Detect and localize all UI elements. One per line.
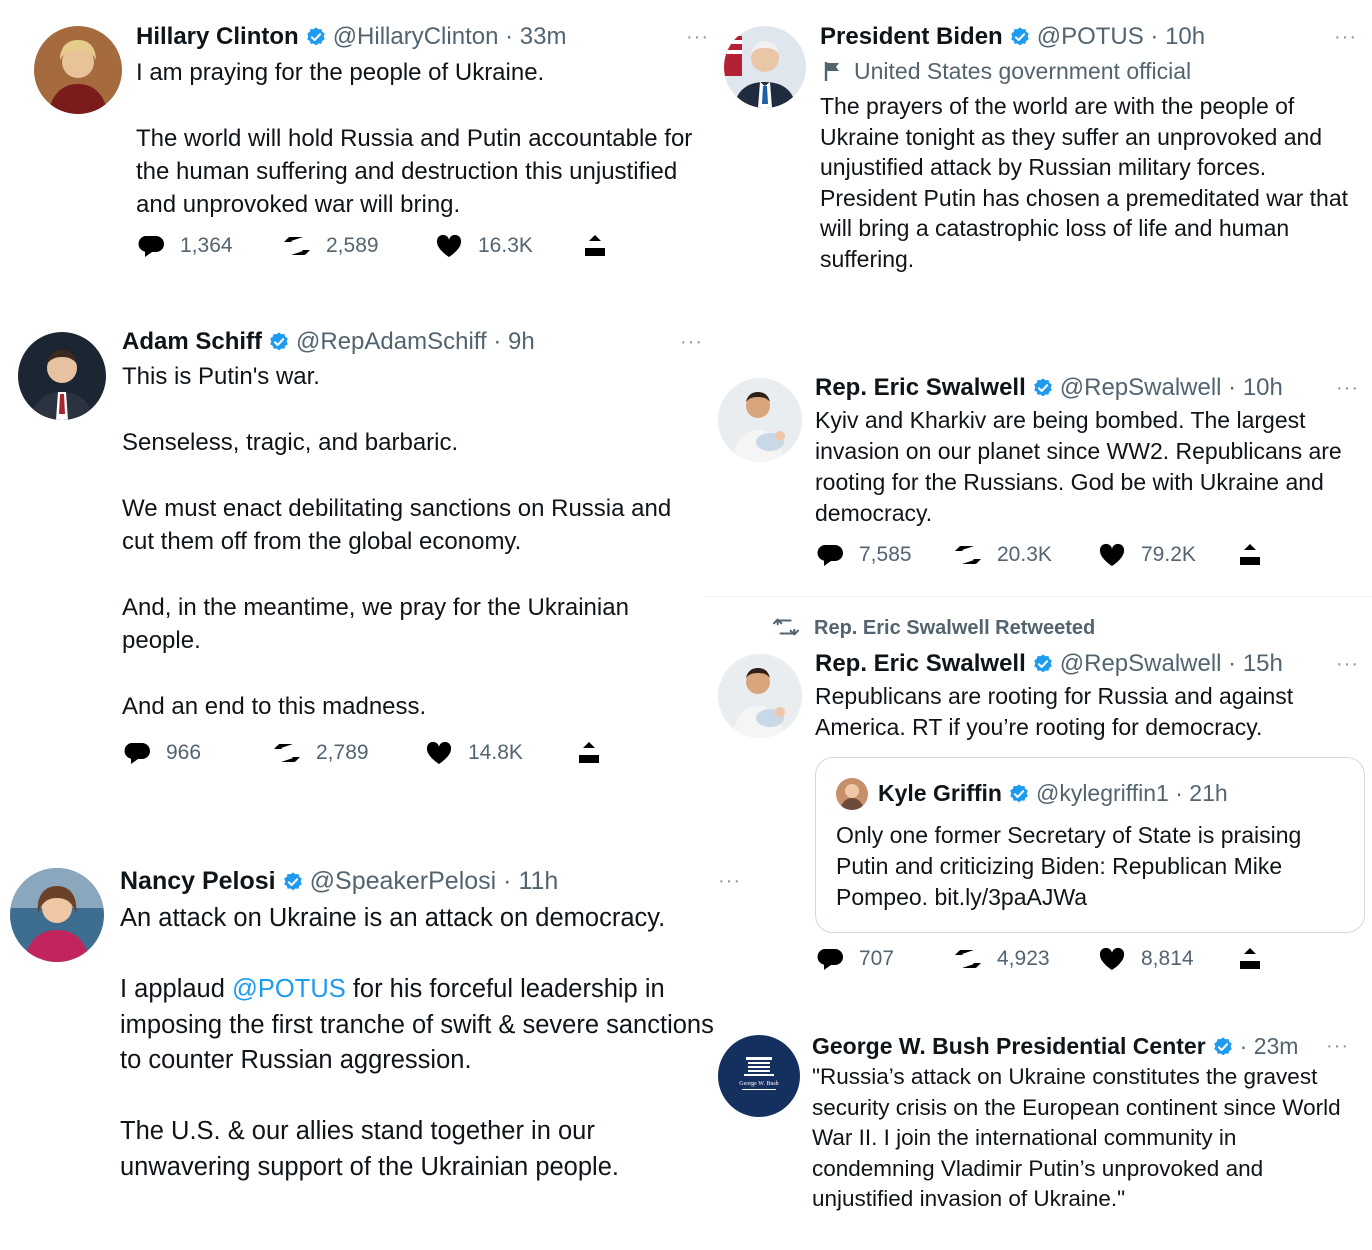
text-segment: for his forceful leadership in imposing the first tranche of swift & severe sanctions to counter Russian aggression. bbox=[120, 975, 714, 1074]
display-name[interactable]: George W. Bush Presidential Center bbox=[812, 1033, 1206, 1059]
reply-count: 1,364 bbox=[180, 234, 233, 257]
like-count: 8,814 bbox=[1141, 947, 1194, 970]
like-button[interactable] bbox=[1097, 944, 1235, 974]
share-icon bbox=[1235, 540, 1265, 570]
tweet-text: The world will hold Russia and Putin accountable for the human suffering and destruction this unjustified and unprovoked war will bring. bbox=[136, 125, 693, 218]
display-name[interactable]: Adam Schiff bbox=[122, 328, 263, 355]
government-label bbox=[822, 58, 1191, 85]
retweet-count: 2,789 bbox=[316, 741, 369, 764]
tweet-text: The U.S. & our allies stand together in our unwavering support of the Ukrainian people. bbox=[120, 1117, 619, 1181]
text-segment: I applaud bbox=[120, 975, 233, 1003]
share-button[interactable] bbox=[1235, 540, 1279, 570]
tweet-text: We must enact debilitating sanctions on Russia and cut them off from the global economy. bbox=[122, 495, 672, 555]
reply-count: 966 bbox=[166, 741, 202, 764]
avatar[interactable] bbox=[718, 1035, 800, 1117]
retweet-button[interactable] bbox=[282, 231, 434, 261]
tweet-text: I am praying for the people of Ukraine. bbox=[136, 59, 545, 86]
like-button[interactable] bbox=[1097, 540, 1235, 570]
heart-icon bbox=[434, 231, 464, 261]
display-name[interactable]: President Biden bbox=[820, 23, 1003, 50]
tweet-text: Kyiv and Kharkiv are being bombed. The largest invasion on our planet since WW2. Republicans are rooting for the Russians. God be with Ukraine and democracy. bbox=[815, 407, 1342, 526]
retweeted-label[interactable] bbox=[772, 615, 1095, 640]
verified-badge-icon bbox=[1032, 377, 1054, 399]
retweet-count: 4,923 bbox=[997, 947, 1050, 970]
avatar[interactable] bbox=[34, 26, 122, 114]
flag-icon bbox=[822, 60, 844, 82]
avatar[interactable] bbox=[836, 778, 868, 810]
share-button[interactable] bbox=[574, 738, 618, 768]
verified-badge-icon bbox=[1032, 653, 1054, 675]
retweet-icon bbox=[282, 231, 312, 261]
display-name[interactable]: Nancy Pelosi bbox=[120, 867, 276, 895]
tweet-text: And an end to this madness. bbox=[122, 693, 427, 720]
heart-icon bbox=[1097, 944, 1127, 974]
display-name[interactable]: Rep. Eric Swalwell bbox=[815, 374, 1026, 401]
heart-icon bbox=[424, 738, 454, 768]
retweet-icon bbox=[953, 944, 983, 974]
reply-count: 707 bbox=[859, 947, 895, 970]
quote-text: Only one former Secretary of State is praising Putin and criticizing Biden: Republican Mike Pompeo. bit.ly/3paAJWa bbox=[836, 822, 1302, 910]
avatar[interactable] bbox=[724, 26, 806, 108]
more-icon[interactable]: ··· bbox=[718, 870, 741, 892]
tweet-text: "Russia’s attack on Ukraine constitutes the gravest security crisis on the European continent since World War II. I join the international community in condemning Vladimir Putin’s unprovoked and unjustified invasion of Ukraine." bbox=[812, 1064, 1341, 1211]
like-count: 79.2K bbox=[1141, 543, 1196, 566]
handle[interactable]: @RepAdamSchiff · 9h bbox=[296, 328, 535, 355]
mention-link[interactable]: @POTUS bbox=[232, 975, 346, 1003]
handle[interactable]: @HillaryClinton · 33m bbox=[332, 23, 567, 50]
display-name[interactable]: Kyle Griffin bbox=[878, 780, 1002, 806]
more-icon[interactable]: ··· bbox=[686, 26, 709, 48]
retweet-button[interactable] bbox=[272, 738, 424, 768]
retweet-count: 20.3K bbox=[997, 543, 1052, 566]
reply-icon bbox=[815, 944, 845, 974]
avatar[interactable] bbox=[718, 654, 802, 738]
handle[interactable]: @RepSwalwell · 15h bbox=[1059, 650, 1283, 677]
verified-badge-icon bbox=[268, 331, 290, 353]
retweeted-label-text: Rep. Eric Swalwell Retweeted bbox=[814, 617, 1096, 639]
retweet-icon bbox=[272, 738, 302, 768]
verified-badge-icon bbox=[1009, 26, 1031, 48]
tweet-text: An attack on Ukraine is an attack on democracy. bbox=[120, 904, 666, 932]
retweet-icon bbox=[953, 540, 983, 570]
government-label-text: United States government official bbox=[854, 58, 1192, 84]
retweet-button[interactable] bbox=[953, 540, 1097, 570]
reply-button[interactable] bbox=[136, 231, 282, 261]
retweet-icon bbox=[772, 615, 800, 639]
reply-icon bbox=[122, 738, 152, 768]
share-icon bbox=[580, 231, 610, 261]
avatar[interactable] bbox=[718, 378, 802, 462]
share-icon bbox=[574, 738, 604, 768]
reply-icon bbox=[815, 540, 845, 570]
reply-count: 7,585 bbox=[859, 543, 912, 566]
share-button[interactable] bbox=[1235, 944, 1279, 974]
tweet-text: Republicans are rooting for Russia and against America. RT if you’re rooting for democracy. bbox=[815, 683, 1294, 740]
verified-badge-icon bbox=[282, 871, 304, 893]
verified-badge-icon bbox=[1212, 1036, 1234, 1058]
more-icon[interactable]: ··· bbox=[680, 331, 703, 353]
handle[interactable]: · 23m bbox=[1239, 1033, 1299, 1059]
more-icon[interactable]: ··· bbox=[1334, 26, 1357, 48]
like-button[interactable] bbox=[434, 231, 580, 261]
display-name[interactable]: Rep. Eric Swalwell bbox=[815, 650, 1026, 677]
verified-badge-icon bbox=[305, 26, 327, 48]
like-count: 14.8K bbox=[468, 741, 523, 764]
share-icon bbox=[1235, 944, 1265, 974]
more-icon[interactable]: ··· bbox=[1326, 1035, 1349, 1057]
handle[interactable]: @kylegriffin1 · 21h bbox=[1035, 780, 1228, 806]
tweet-text: Senseless, tragic, and barbaric. bbox=[122, 429, 459, 456]
reply-icon bbox=[136, 231, 166, 261]
handle[interactable]: @RepSwalwell · 10h bbox=[1059, 374, 1283, 401]
retweet-button[interactable] bbox=[953, 944, 1097, 974]
tweet-text: And, in the meantime, we pray for the Ukrainian people. bbox=[122, 594, 629, 654]
avatar-logo-text: George W. Bush bbox=[739, 1081, 779, 1087]
tweet-text: This is Putin's war. bbox=[122, 363, 320, 390]
handle[interactable]: @POTUS · 10h bbox=[1036, 23, 1206, 50]
more-icon[interactable]: ··· bbox=[1336, 377, 1359, 399]
like-count: 16.3K bbox=[478, 234, 533, 257]
quote-tweet[interactable] bbox=[815, 757, 1365, 933]
heart-icon bbox=[1097, 540, 1127, 570]
like-button[interactable] bbox=[424, 738, 574, 768]
avatar[interactable] bbox=[18, 332, 106, 420]
handle[interactable]: @SpeakerPelosi · 11h bbox=[309, 867, 559, 895]
reply-button[interactable] bbox=[815, 944, 953, 974]
divider bbox=[704, 596, 1372, 597]
tweet-text: The prayers of the world are with the people of Ukraine tonight as they suffer an unprovoked and unjustified attack by Russian military forces. President Putin has chosen a premeditated war that will bring a catastrophic loss of life and human suffering. bbox=[820, 93, 1349, 272]
display-name[interactable]: Hillary Clinton bbox=[136, 23, 299, 50]
retweet-count: 2,589 bbox=[326, 234, 379, 257]
reply-button[interactable] bbox=[815, 540, 953, 570]
more-icon[interactable]: ··· bbox=[1336, 653, 1359, 675]
reply-button[interactable] bbox=[122, 738, 272, 768]
share-button[interactable] bbox=[580, 231, 624, 261]
verified-badge-icon bbox=[1008, 783, 1030, 805]
avatar[interactable] bbox=[10, 868, 104, 962]
tweet-text bbox=[120, 972, 720, 1079]
